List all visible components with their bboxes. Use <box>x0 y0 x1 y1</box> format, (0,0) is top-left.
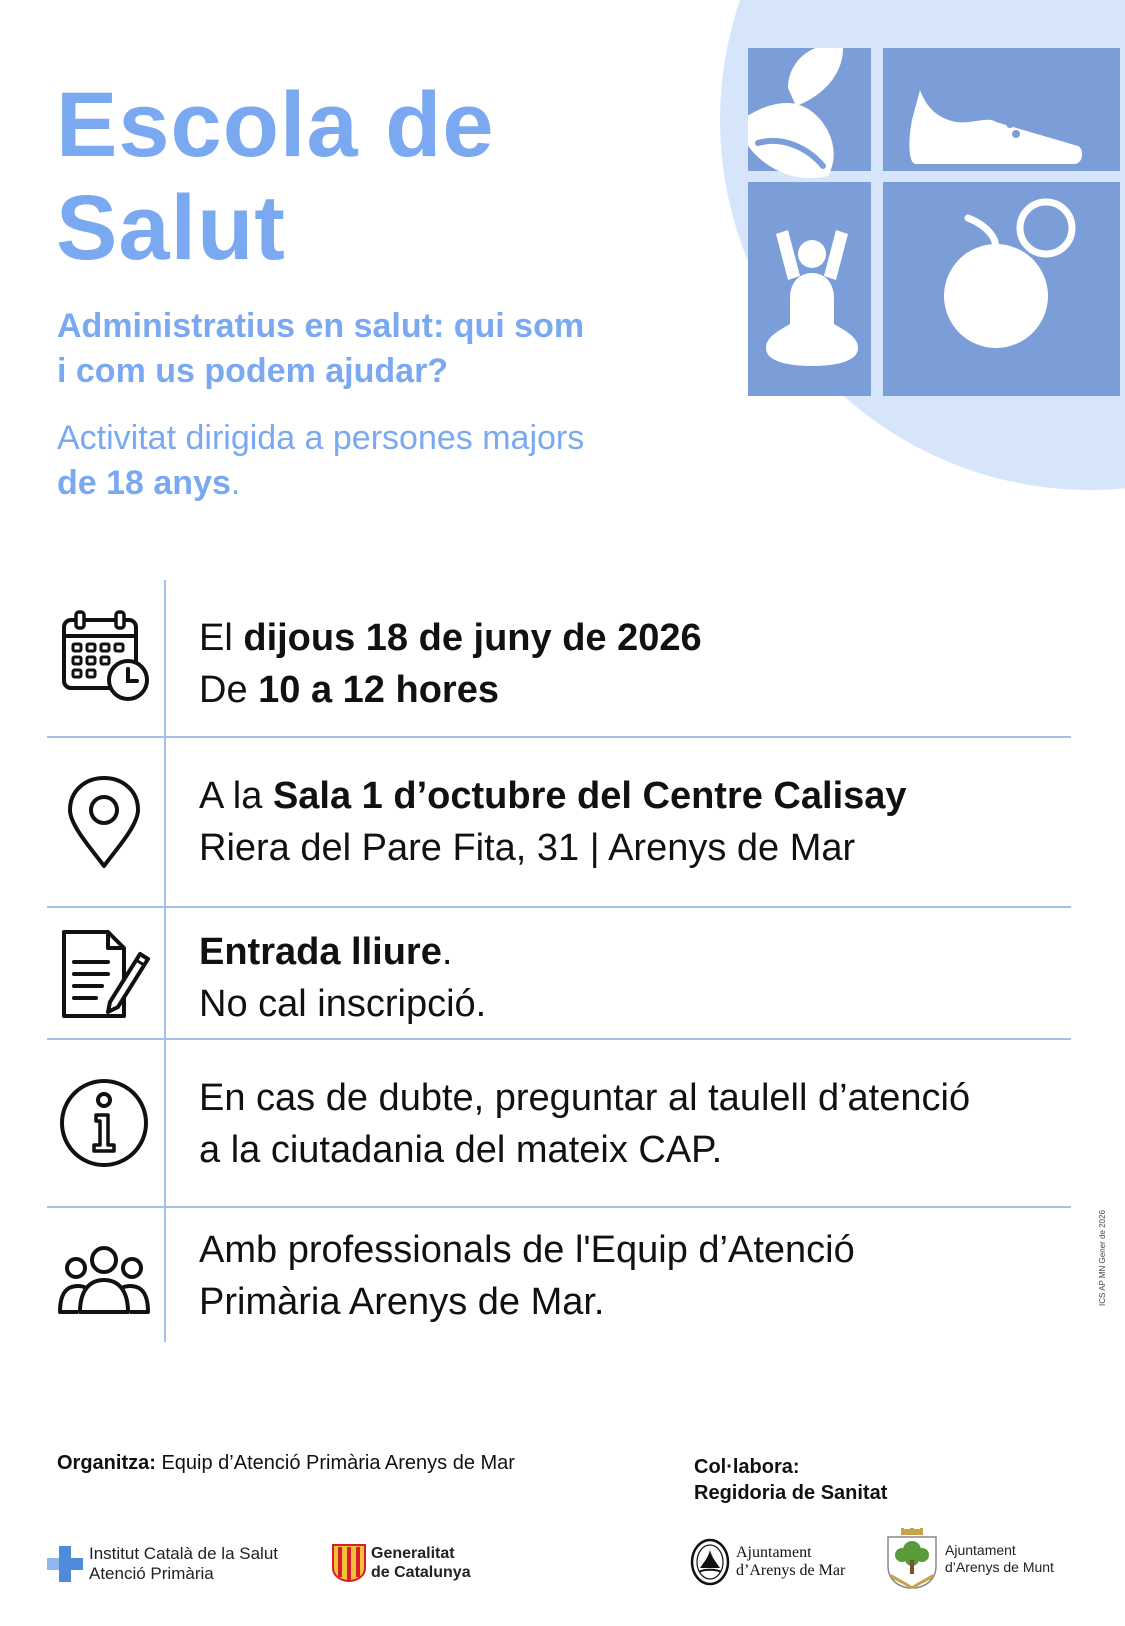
ics-division: Atenció Primària <box>89 1564 214 1583</box>
time-prefix: De <box>199 669 259 711</box>
gencat-name-line2: de Catalunya <box>371 1564 471 1581</box>
venue-prefix: A la <box>199 775 273 817</box>
row-divider <box>47 1038 1071 1040</box>
subtitle-line: i com us podem ajudar? <box>57 352 449 390</box>
title-line: Salut <box>56 177 286 279</box>
time-line <box>199 664 702 716</box>
date-line <box>199 612 702 664</box>
staff-info <box>199 1224 855 1328</box>
venue-line <box>199 770 907 822</box>
row-divider <box>47 1206 1071 1208</box>
arenys-de-mar-logo <box>690 1538 845 1586</box>
collaborator <box>694 1454 887 1506</box>
time-value: 10 a 12 hores <box>258 669 499 711</box>
arenys-de-mar-line2: d’Arenys de Mar <box>736 1562 846 1579</box>
date-prefix: El <box>199 617 244 659</box>
help-line: En cas de dubte, preguntar al taulell d’atenció <box>199 1077 971 1119</box>
arenys-de-mar-seal-icon <box>690 1538 730 1586</box>
help-info <box>199 1072 970 1176</box>
audience-line <box>57 461 677 506</box>
date-value: dijous 18 de juny de 2026 <box>243 617 702 659</box>
arenys-de-munt-line2: d’Arenys de Munt <box>945 1559 1054 1575</box>
event-location <box>199 770 907 874</box>
calendar-clock-icon <box>56 610 152 706</box>
audience-age: de 18 anys <box>57 464 231 502</box>
collaborator-value: Regidoria de Sanitat <box>694 1482 888 1504</box>
audience-line: Activitat dirigida a persones majors <box>57 419 585 457</box>
gencat-shield-icon <box>332 1544 366 1582</box>
row-divider <box>47 906 1071 908</box>
entry-free: Entrada lliure <box>199 931 442 973</box>
gencat-name-line1: Generalitat <box>371 1545 455 1562</box>
document-pen-icon <box>56 928 152 1024</box>
organizer-value: Equip d’Atenció Primària Arenys de Mar <box>155 1452 515 1474</box>
page-title <box>56 74 495 280</box>
arenys-de-munt-logo <box>885 1528 1054 1590</box>
target-audience <box>57 416 677 506</box>
audience-period: . <box>230 464 241 502</box>
entry-line <box>199 926 486 978</box>
vertical-divider <box>164 580 166 1342</box>
help-line: a la ciutadania del mateix CAP. <box>199 1129 723 1171</box>
collaborator-label: Col·labora: <box>694 1456 800 1478</box>
venue-address: Riera del Pare Fita, 31 | Arenys de Mar <box>199 827 856 869</box>
arenys-de-mar-line1: Ajuntament <box>736 1544 812 1561</box>
location-pin-icon <box>56 776 152 872</box>
healthy-habits-illustration <box>748 48 1120 396</box>
session-subtitle <box>57 304 677 394</box>
info-icon <box>56 1075 152 1171</box>
ics-name: Institut Català de la Salut <box>89 1544 279 1563</box>
venue-name: Sala 1 d’octubre del Centre Calisay <box>272 775 907 817</box>
staff-line: Amb professionals de l'Equip d’Atenció <box>199 1229 855 1271</box>
row-divider <box>47 736 1071 738</box>
entry-period: . <box>441 931 453 973</box>
event-entry <box>199 926 486 1030</box>
ics-cross-icon <box>47 1546 83 1582</box>
group-icon <box>56 1236 152 1332</box>
subtitle-line: Administratius en salut: qui som <box>57 307 585 345</box>
ics-logo <box>47 1544 278 1584</box>
arenys-de-munt-line1: Ajuntament <box>945 1542 1016 1558</box>
title-line: Escola de <box>56 74 495 176</box>
arenys-de-munt-shield-icon <box>885 1528 939 1590</box>
staff-line: Primària Arenys de Mar. <box>199 1281 605 1323</box>
event-date <box>199 612 702 716</box>
gencat-logo <box>332 1544 471 1582</box>
organizer <box>57 1450 515 1476</box>
print-reference: ICS AP MN Gener de 2026 <box>1098 1210 1107 1306</box>
entry-note: No cal inscripció. <box>199 983 487 1025</box>
organizer-label: Organitza: <box>57 1452 156 1474</box>
